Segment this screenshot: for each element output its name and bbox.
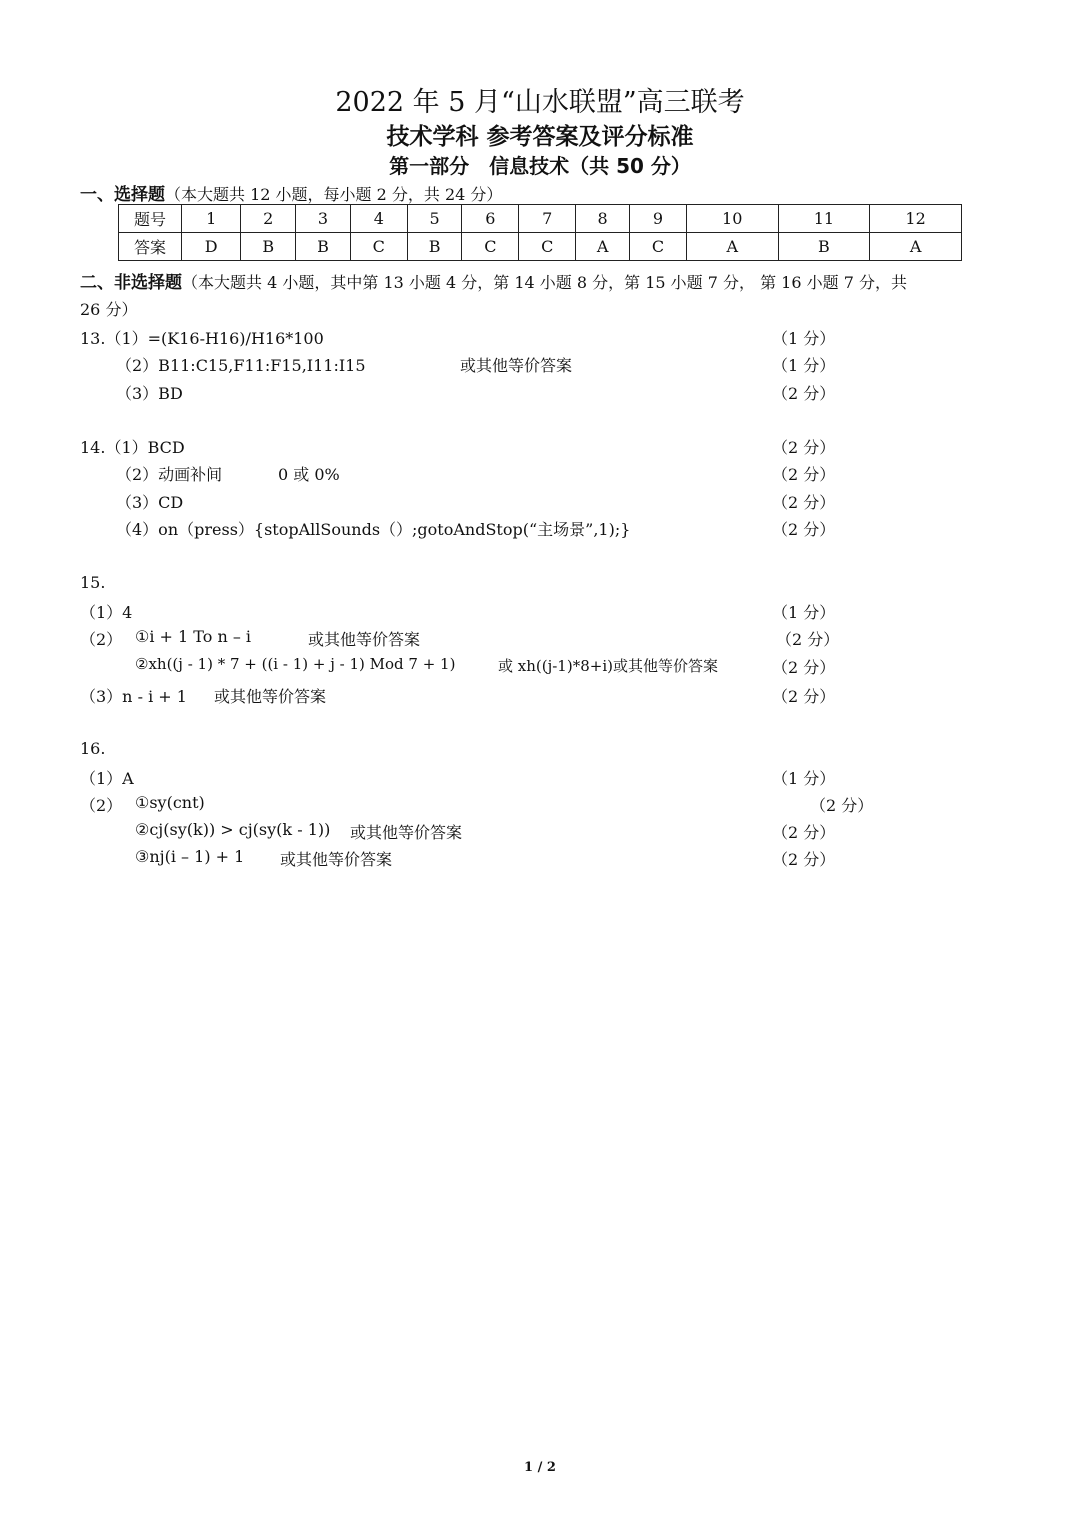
table-label-number: 题号 [119, 205, 182, 233]
section2-heading: 二、非选择题 [80, 273, 182, 293]
answer-table [118, 204, 962, 261]
q15-number: 15. [80, 573, 106, 592]
table-answer: B [778, 233, 870, 261]
section2-note-cont: 26 分） [80, 300, 138, 319]
q15-answer-2-label: （2） [80, 630, 123, 649]
table-number: 2 [241, 205, 296, 233]
q15-answer-3-alt: 或其他等价答案 [214, 687, 327, 706]
table-answer: C [462, 233, 519, 261]
q16-answer-2-3-alt: 或其他等价答案 [280, 850, 393, 869]
section2-heading-line [80, 268, 907, 293]
table-answer: B [241, 233, 296, 261]
q14-score-3: （2 分） [772, 493, 836, 512]
table-answer: C [350, 233, 407, 261]
q16-answer-2-3: ③nj(i – 1) + 1 [135, 847, 245, 866]
table-number: 5 [407, 205, 462, 233]
table-answer: A [870, 233, 962, 261]
table-number: 12 [870, 205, 962, 233]
q15-answer-2-1: ①i + 1 To n – i [135, 627, 252, 646]
table-number: 8 [576, 205, 630, 233]
q13-answer-3: （3）BD [116, 384, 183, 403]
q14-answer-2b: 0 或 0% [278, 465, 340, 484]
table-number: 7 [519, 205, 576, 233]
table-answer: C [519, 233, 576, 261]
table-answer: B [407, 233, 462, 261]
q15-answer-2-1-alt: 或其他等价答案 [308, 630, 421, 649]
table-number: 10 [686, 205, 778, 233]
q16-answer-2-1: ①sy(cnt) [135, 793, 205, 812]
table-answer: C [630, 233, 687, 261]
q15-score-4: （2 分） [772, 687, 836, 706]
q15-score-1: （1 分） [772, 603, 836, 622]
q15-answer-2-2-alt: 或 xh((j-1)*8+i)或其他等价答案 [498, 657, 718, 675]
table-row-numbers [119, 205, 962, 233]
q14-answer-1: 14.（1）BCD [80, 438, 185, 457]
q15-answer-2-2: ②xh((j - 1) * 7 + ((i - 1) + j - 1) Mod 7 + 1) [135, 655, 456, 673]
part-heading: 第一部分 信息技术（共 50 分） [389, 154, 691, 178]
q16-score-3: （2 分） [772, 823, 836, 842]
q14-answer-4: （4）on（press）{stopAllSounds（）;gotoAndStop(“主场景”,1);} [116, 520, 631, 539]
section1-heading-line [80, 180, 502, 205]
table-answer: A [686, 233, 778, 261]
table-number: 9 [630, 205, 687, 233]
table-number: 6 [462, 205, 519, 233]
table-number: 4 [350, 205, 407, 233]
q14-answer-2: （2）动画补间 [116, 465, 223, 484]
table-label-answer: 答案 [119, 233, 182, 261]
q15-score-2: （2 分） [776, 630, 840, 649]
table-row-answers [119, 233, 962, 261]
table-answer: D [182, 233, 241, 261]
table-number: 11 [778, 205, 870, 233]
q16-score-2: （2 分） [810, 796, 874, 815]
q13-answer-1: 13.（1）=(K16-H16)/H16*100 [80, 329, 324, 348]
q15-score-3: （2 分） [772, 658, 836, 677]
section1-heading: 一、选择题 [80, 185, 165, 205]
q16-answer-2-2: ②cj(sy(k)) > cj(sy(k - 1)) [135, 820, 331, 839]
table-number: 1 [182, 205, 241, 233]
section2-note: （本大题共 4 小题，其中第 13 小题 4 分，第 14 小题 8 分，第 15 小题 7 分， 第 16 小题 7 分，共 [182, 273, 907, 292]
q14-score-1: （2 分） [772, 438, 836, 457]
q16-answer-2-label: （2） [80, 796, 123, 815]
q13-answer-2: （2）B11:C15,F11:F15,I11:I15 [116, 356, 366, 375]
q14-answer-3: （3）CD [116, 493, 184, 512]
q16-score-1: （1 分） [772, 769, 836, 788]
q14-score-4: （2 分） [772, 520, 836, 539]
q15-answer-1: （1）4 [80, 603, 133, 622]
q16-number: 16. [80, 739, 106, 758]
q13-score-2: （1 分） [772, 356, 836, 375]
section1-note: （本大题共 12 小题，每小题 2 分，共 24 分） [165, 185, 503, 204]
q14-score-2: （2 分） [772, 465, 836, 484]
q13-answer-2-alt: 或其他等价答案 [460, 356, 573, 375]
table-answer: A [576, 233, 630, 261]
q15-answer-3: （3）n - i + 1 [80, 687, 187, 706]
q16-answer-1: （1）A [80, 769, 134, 788]
table-number: 3 [296, 205, 351, 233]
q13-score-3: （2 分） [772, 384, 836, 403]
document-subtitle: 技术学科 参考答案及评分标准 [386, 124, 694, 150]
table-answer: B [296, 233, 351, 261]
q16-answer-2-2-alt: 或其他等价答案 [350, 823, 463, 842]
q16-score-4: （2 分） [772, 850, 836, 869]
document-title: 2022 年 5 月“山水联盟”高三联考 [335, 87, 745, 118]
page-number: 1 / 2 [524, 1460, 556, 1475]
q13-score-1: （1 分） [772, 329, 836, 348]
